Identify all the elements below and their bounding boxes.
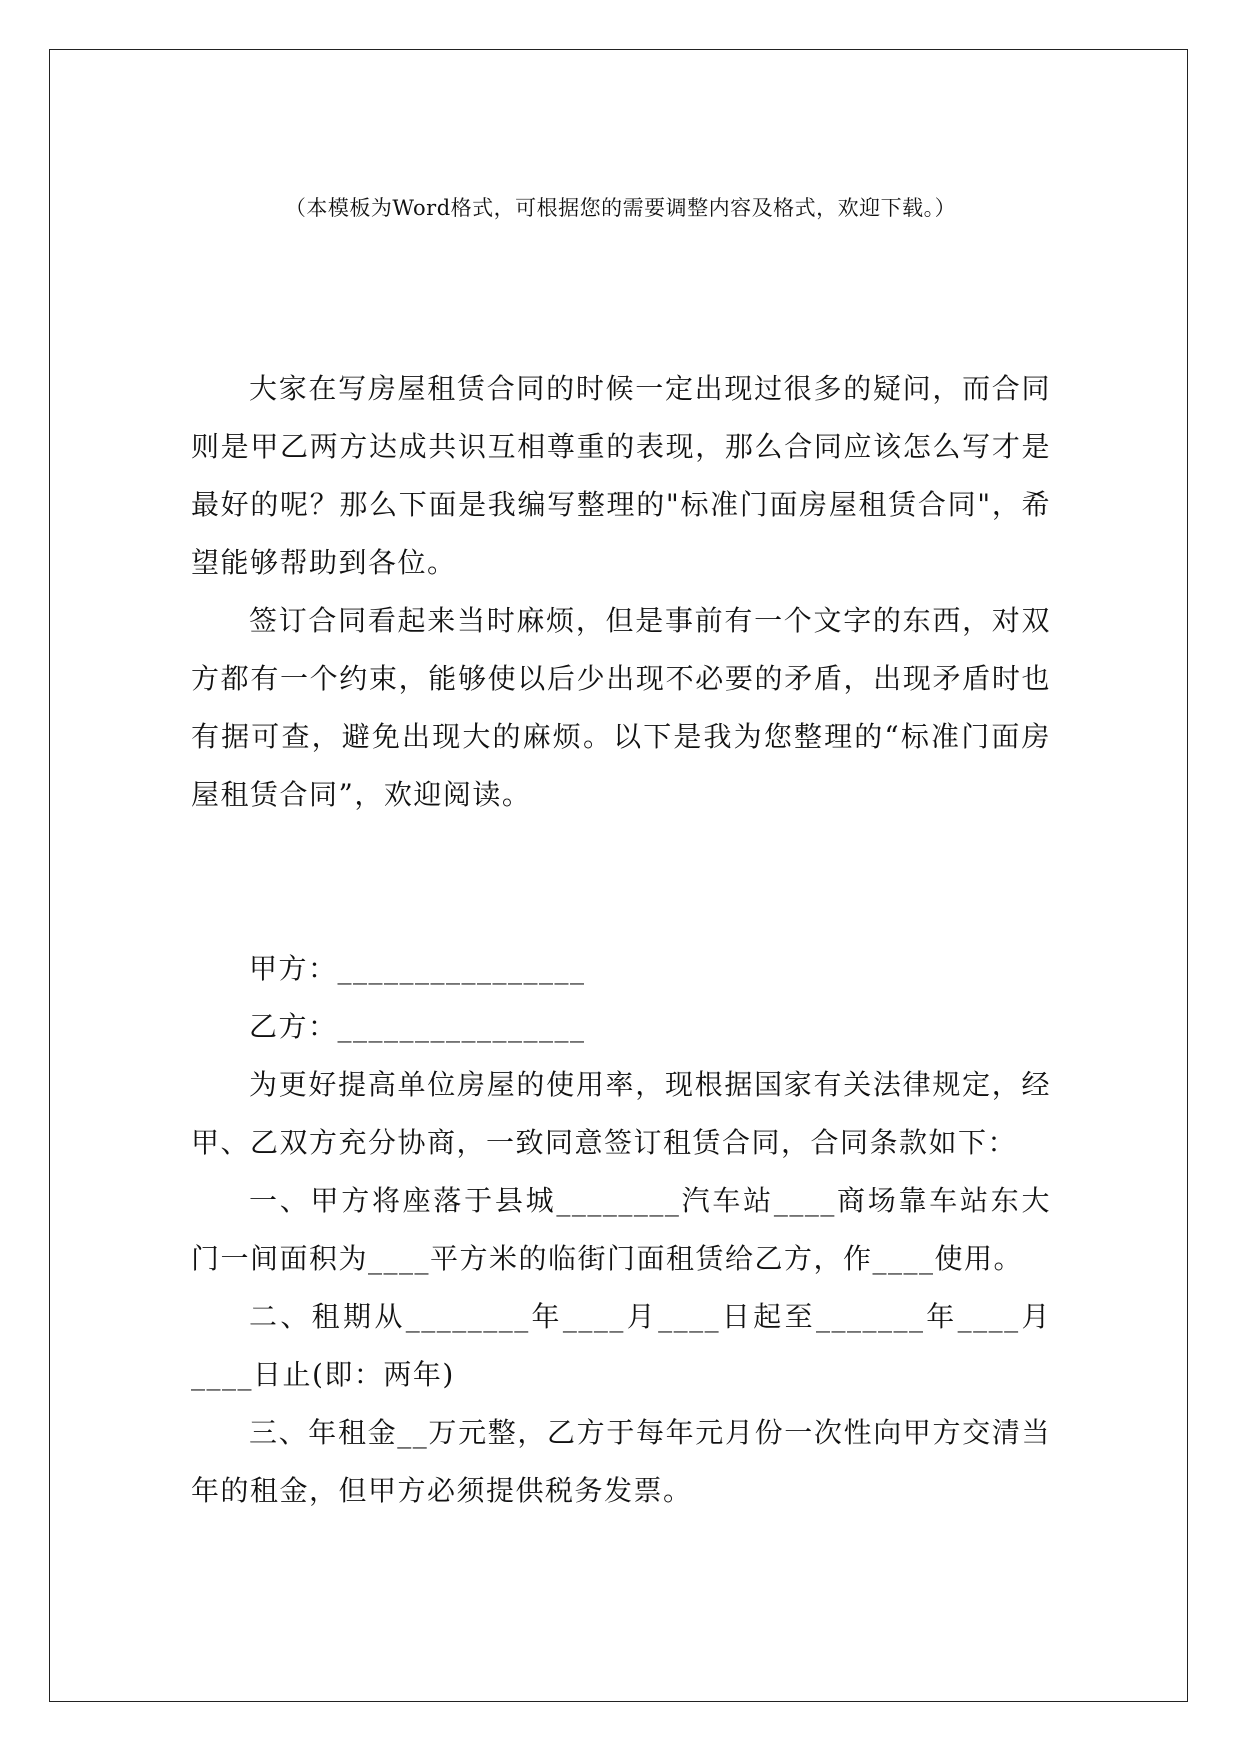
intro-paragraph-2: 签订合同看起来当时麻烦，但是事前有一个文字的东西，对双方都有一个约束，能够使以后少出现不必要的矛盾，出现矛盾时也有据可查，避免出现大的麻烦。以下是我为您整理的“标准门面房屋租赁合同”，欢迎阅读。 — [191, 604, 1051, 811]
template-notice: （本模板为Word格式，可根据您的需要调整内容及格式，欢迎下载。） — [284, 196, 957, 220]
contract-preamble: 为更好提高单位房屋的使用率，现根据国家有关法律规定，经甲、乙双方充分协商，一致同意签订租赁合同，合同条款如下： — [191, 1068, 1051, 1159]
contract-section — [191, 940, 1051, 1520]
party-b-line: 乙方：________________ — [249, 1010, 586, 1043]
clause-1: 一、甲方将座落于县城________汽车站____商场靠车站东大门一间面积为____平方米的临街门面租赁给乙方，作____使用。 — [191, 1184, 1051, 1275]
intro-paragraph-1: 大家在写房屋租赁合同的时候一定出现过很多的疑问，而合同则是甲乙两方达成共识互相尊重的表现，那么合同应该怎么写才是最好的呢？那么下面是我编写整理的"标准门面房屋租赁合同"，希望能够帮助到各位。 — [191, 372, 1051, 579]
intro-section — [191, 360, 1051, 824]
party-a-line: 甲方：________________ — [249, 952, 586, 985]
clause-2: 二、租期从________年____月____日起至_______年____月____日止(即：两年) — [191, 1300, 1051, 1391]
clause-3: 三、年租金__万元整，乙方于每年元月份一次性向甲方交清当年的租金，但甲方必须提供税务发票。 — [191, 1416, 1051, 1507]
